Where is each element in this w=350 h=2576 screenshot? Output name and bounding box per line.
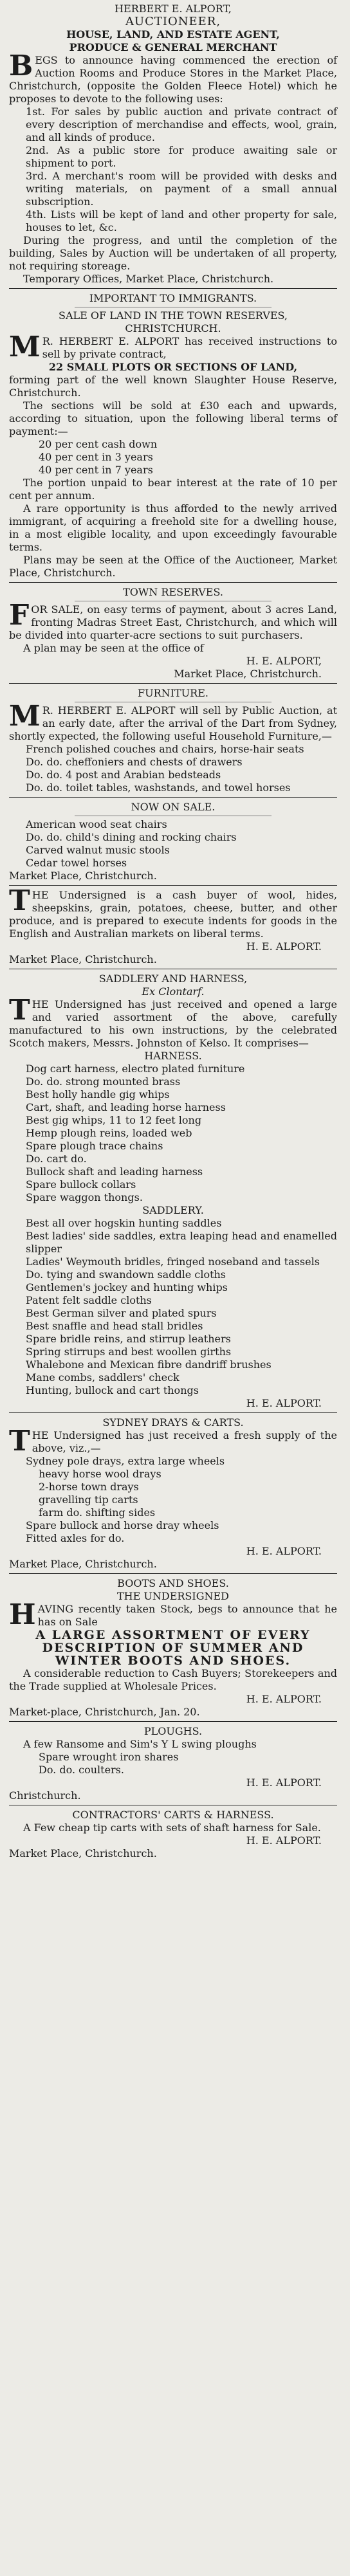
ad-heading: PLOUGHS.: [143, 1725, 203, 1737]
list-item: Best holly handle gig whips: [26, 1088, 170, 1101]
list-item: Do. cart do.: [26, 1153, 87, 1165]
ad-subheading: 22 SMALL PLOTS OR SECTIONS OF LAND,: [48, 361, 298, 373]
ad-drays: [9, 1416, 337, 1571]
ad-signature: H. E. ALPORT.: [246, 1693, 322, 1705]
ad-signature: H. E. ALPORT.: [246, 1834, 322, 1847]
divider: [9, 582, 337, 583]
list-item: 4th. Lists will be kept of land and other property for sale, houses to let, &c.: [26, 208, 337, 233]
list-item: Cedar towel horses: [26, 857, 127, 869]
ad-signature: H. E. ALPORT,: [246, 655, 322, 667]
ad-heading: BOOTS AND SHOES.: [117, 1577, 229, 1589]
ad-body: A few Ransome and Sim's Y L swing ploughs: [23, 1738, 257, 1750]
ad-address: Christchurch.: [9, 1789, 81, 1802]
ad-heading: HERBERT E. ALPORT,: [115, 3, 232, 15]
divider: [9, 885, 337, 886]
list-item: French polished couches and chairs, horse-hair seats: [26, 743, 304, 755]
ad-town-reserves: [9, 586, 337, 681]
ad-subheading: Ex Clontarf.: [142, 985, 205, 998]
ad-heading: NOW ON SALE.: [131, 801, 216, 813]
ad-body: HAVING recently taken Stock, begs to announce that he has on Sale: [9, 1598, 337, 1631]
ad-subheading: PRODUCE & GENERAL MERCHANT: [69, 41, 277, 53]
ad-display-line: DESCRIPTION OF SUMMER AND: [42, 1641, 304, 1655]
list-item: 40 per cent in 7 years: [39, 464, 153, 476]
ad-contractors-carts: [9, 1809, 337, 1860]
list-item: Do. tying and swandown saddle cloths: [26, 1268, 226, 1281]
list-item: Spare wrought iron shares: [39, 1751, 179, 1763]
ad-heading: TOWN RESERVES.: [123, 586, 223, 598]
ad-body: The portion unpaid to bear interest at the rate of 10 per cent per annum.: [9, 477, 337, 502]
list-item: 40 per cent in 3 years: [39, 451, 153, 463]
ad-body: Plans may be seen at the Office of the Auctioneer, Market Place, Christchurch.: [9, 554, 337, 579]
list-item: gravelling tip carts: [39, 1494, 138, 1506]
ad-immigrants: [9, 292, 337, 580]
ad-body: THE Undersigned has just received and opened a large and varied assortment of the above, carefully manufactured to his own instructions, by the celebrated Scotch makers, Messrs. Johnston of Kelso. It comprises—: [9, 994, 337, 1049]
ad-heading: FURNITURE.: [138, 687, 208, 699]
section-heading: SADDLERY.: [142, 1204, 204, 1216]
ad-signature: H. E. ALPORT.: [246, 940, 322, 953]
ad-body: forming part of the well known Slaughter House Reserve, Christchurch.: [9, 374, 337, 399]
ad-heading: CONTRACTORS' CARTS & HARNESS.: [72, 1809, 274, 1821]
list-item: Hemp plough reins, loaded web: [26, 1127, 192, 1139]
list-item: Do. do. cheffoniers and chests of drawers: [26, 756, 243, 768]
divider: [9, 1721, 337, 1722]
ad-heading: IMPORTANT TO IMMIGRANTS.: [89, 292, 257, 304]
list-item: Spare bullock and horse dray wheels: [26, 1519, 219, 1531]
ad-address: Market-place, Christchurch, Jan. 20.: [9, 1706, 200, 1718]
list-item: 2-horse town drays: [39, 1481, 139, 1493]
ad-ploughs: [9, 1725, 337, 1802]
ad-subheading: AUCTIONEER,: [125, 15, 221, 28]
ad-body: THE Undersigned has just received a fresh supply of the above, viz.,—: [9, 1425, 337, 1457]
list-item: Hunting, bullock and cart thongs: [26, 1384, 199, 1396]
list-item: Patent felt saddle cloths: [26, 1294, 152, 1306]
ad-subheading: CHRISTCHURCH.: [125, 322, 221, 334]
ad-body: A Few cheap tip carts with sets of shaft harness for Sale.: [23, 1822, 321, 1834]
list-item: Do. do. toilet tables, washstands, and towel horses: [26, 781, 291, 794]
ad-address: Temporary Offices, Market Place, Christchurch.: [23, 273, 274, 285]
section-heading: HARNESS.: [144, 1050, 202, 1062]
ad-heading: SADDLERY AND HARNESS,: [98, 973, 248, 985]
list-item: Do. do. strong mounted brass: [26, 1075, 181, 1088]
ad-body: MR. HERBERT E. ALPORT will sell by Public Auction, at an early date, after the arrival of the Dart from Sydney, shortly expected, the following useful Household Furniture,—: [9, 700, 337, 742]
list-item: Best gig whips, 11 to 12 feet long: [26, 1114, 202, 1126]
ad-address: Market Place, Christchurch.: [9, 870, 157, 882]
ad-body: FOR SALE, on easy terms of payment, about 3 acres Land, fronting Madras Street East, Christchurch, and which will be divided into quarter-acre sections to suit purchasers.: [9, 599, 337, 641]
list-item: 3rd. A merchant's room will be provided with desks and writing materials, on payment of a small annual subscription.: [26, 170, 337, 208]
divider: [9, 797, 337, 798]
list-item: farm do. shifting sides: [39, 1506, 156, 1519]
ad-display-line: A LARGE ASSORTMENT OF EVERY: [35, 1628, 311, 1642]
list-item: Whalebone and Mexican fibre dandriff brushes: [26, 1358, 272, 1371]
ad-body: A plan may be seen at the office of: [23, 642, 204, 654]
ad-body: BEGS to announce having commenced the erection of Auction Rooms and Produce Stores in the Market Place, Christchurch, (opposite the Golden Fleece Hotel) which he proposes to devote to the following uses:: [9, 50, 337, 105]
list-item: 2nd. As a public store for produce awaiting sale or shipment to port.: [26, 144, 337, 169]
ad-address: Market Place, Christchurch.: [174, 668, 322, 680]
list-item: Cart, shaft, and leading horse harness: [26, 1101, 226, 1113]
ad-subheading: THE UNDERSIGNED: [117, 1590, 229, 1602]
divider: [9, 683, 337, 684]
list-item: Do. do. child's dining and rocking chairs: [26, 831, 237, 843]
list-item: Spring stirrups and best woollen girths: [26, 1346, 232, 1358]
list-item: Spare plough trace chains: [26, 1140, 163, 1152]
list-item: Best German silver and plated spurs: [26, 1307, 217, 1319]
ad-signature: H. E. ALPORT.: [246, 1397, 322, 1409]
list-item: Best ladies' side saddles, extra leaping head and enamelled slipper: [26, 1230, 337, 1255]
ad-body: THE Undersigned is a cash buyer of wool, hides, sheepskins, grain, potatoes, cheese, butter, and other produce, and is prepared to execute indents for goods in the English and Australian markets on liberal terms.: [9, 884, 337, 940]
list-item: Best all over hogskin hunting saddles: [26, 1217, 222, 1229]
ad-body: During the progress, and until the completion of the building, Sales by Auction will be undertaken of all property, not requiring storeage.: [9, 234, 337, 272]
ad-body: A considerable reduction to Cash Buyers; Storekeepers and the Trade supplied at Wholesale Prices.: [9, 1667, 337, 1692]
list-item: Spare bridle reins, and stirrup leathers: [26, 1333, 231, 1345]
ad-now-on-sale: [9, 801, 337, 882]
ad-furniture: [9, 687, 337, 794]
list-item: Sydney pole drays, extra large wheels: [26, 1455, 225, 1467]
list-item: Mane combs, saddlers' check: [26, 1371, 180, 1384]
ad-address: Market Place, Christchurch.: [9, 1847, 157, 1859]
list-item: Ladies' Weymouth bridles, fringed noseband and tassels: [26, 1256, 320, 1268]
newspaper-column: [9, 3, 337, 1860]
ad-signature: H. E. ALPORT.: [246, 1777, 322, 1789]
list-item: Carved walnut music stools: [26, 844, 170, 856]
list-item: 1st. For sales by public auction and private contract of every description of merchandise and effects, wool, grain, and all kinds of produce.: [26, 105, 337, 143]
list-item: Do. do. coulters.: [39, 1764, 124, 1776]
list-item: Spare bullock collars: [26, 1178, 136, 1191]
divider: [9, 1573, 337, 1574]
list-item: Spare waggon thongs.: [26, 1191, 143, 1203]
list-item: heavy horse wool drays: [39, 1468, 161, 1480]
list-item: Gentlemen's jockey and hunting whips: [26, 1281, 228, 1293]
ad-heading: SYDNEY DRAYS & CARTS.: [102, 1416, 244, 1429]
ad-address: Market Place, Christchurch.: [9, 953, 157, 965]
ad-boots: [9, 1577, 337, 1719]
ad-signature: H. E. ALPORT.: [246, 1545, 322, 1557]
list-item: 20 per cent cash down: [39, 438, 158, 450]
list-item: Do. do. 4 post and Arabian bedsteads: [26, 769, 221, 781]
list-item: Dog cart harness, electro plated furniture: [26, 1063, 245, 1075]
ad-subheading: SALE OF LAND IN THE TOWN RESERVES,: [59, 309, 288, 322]
ad-address: Market Place, Christchurch.: [9, 1558, 157, 1570]
ad-saddlery: [9, 973, 337, 1410]
list-item: Fitted axles for do.: [26, 1532, 125, 1544]
list-item: Bullock shaft and leading harness: [26, 1165, 203, 1178]
ad-body: The sections will be sold at £30 each and upwards, according to situation, upon the following liberal terms of payment:—: [9, 399, 337, 437]
divider: [9, 1412, 337, 1413]
ad-body: MR. HERBERT E. ALPORT has received instructions to sell by private contract,: [9, 331, 337, 363]
ad-auctioneer: [9, 3, 337, 286]
ad-subheading: HOUSE, LAND, AND ESTATE AGENT,: [66, 28, 280, 41]
divider: [9, 288, 337, 289]
list-item: American wood seat chairs: [26, 818, 167, 830]
list-item: Best snaffle and head stall bridles: [26, 1320, 203, 1332]
ad-display-line: WINTER BOOTS AND SHOES.: [55, 1654, 291, 1668]
ad-cash-buyer: [9, 884, 337, 966]
ad-body: A rare opportunity is thus afforded to the newly arrived immigrant, of acquiring a freehold site for a dwelling house, in a most eligible locality, and upon exceedingly favourable terms.: [9, 502, 337, 553]
